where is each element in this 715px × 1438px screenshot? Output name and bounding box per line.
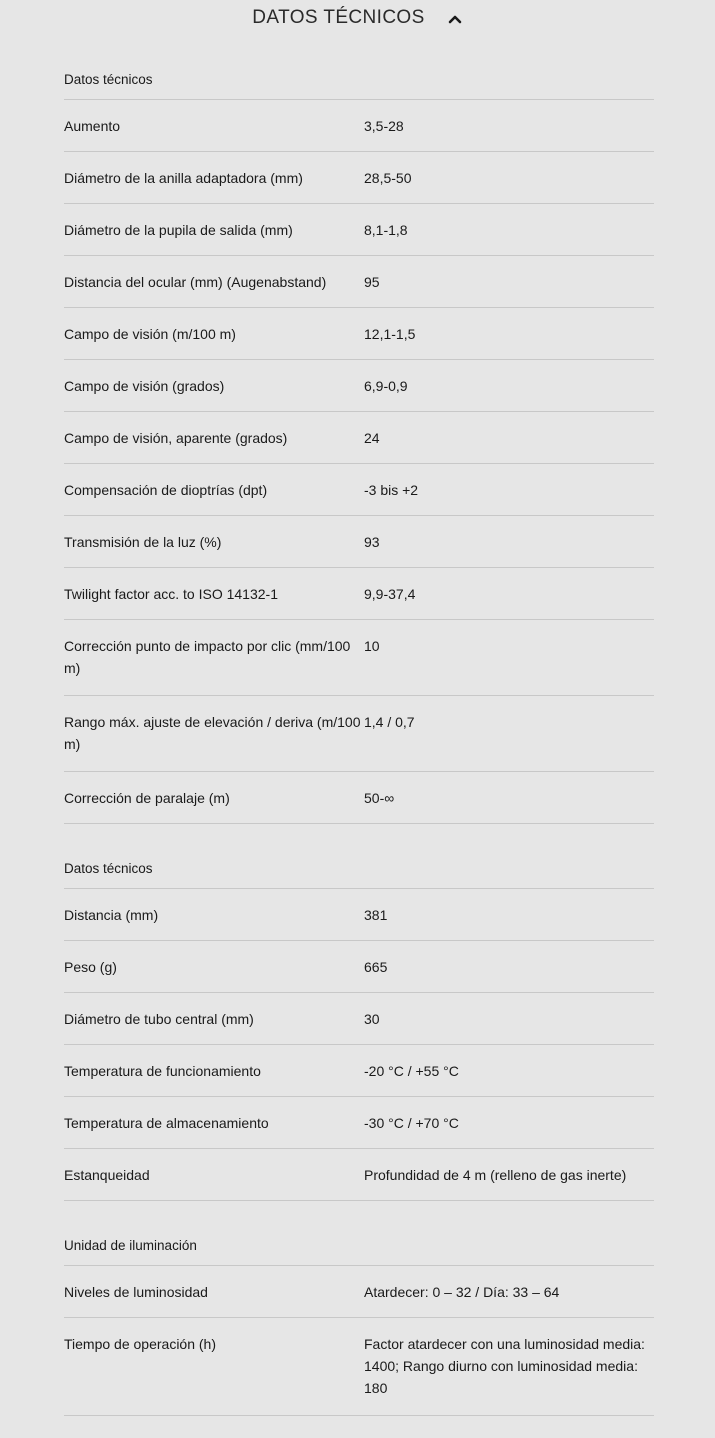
spec-value: 24 [364, 430, 380, 446]
spec-label: Corrección punto de impacto por clic (mm/100 m) [64, 638, 351, 676]
spec-value: -30 °C / +70 °C [364, 1115, 459, 1131]
section-title: Unidad de iluminación [64, 1226, 654, 1266]
section-header-title: DATOS TÉCNICOS [252, 7, 425, 28]
spec-value: Profundidad de 4 m (relleno de gas inerte) [364, 1167, 627, 1183]
specs-section-optics [64, 60, 654, 824]
spec-row [64, 696, 654, 772]
spec-label: Tiempo de operación (h) [64, 1336, 217, 1352]
spec-value: 10 [364, 638, 380, 654]
spec-value: 665 [364, 959, 388, 975]
section-spacer [64, 824, 654, 849]
spec-row [64, 772, 654, 824]
spec-row [64, 620, 654, 696]
spec-row [64, 464, 654, 516]
spec-label: Diámetro de la anilla adaptadora (mm) [64, 170, 303, 186]
spec-row [64, 1149, 654, 1201]
spec-row [64, 941, 654, 993]
spec-label: Campo de visión (grados) [64, 378, 225, 394]
spec-row [64, 889, 654, 941]
spec-label: Temperatura de almacenamiento [64, 1115, 269, 1131]
spec-value: 3,5-28 [364, 118, 404, 134]
spec-label: Compensación de dioptrías (dpt) [64, 482, 268, 498]
spec-row [64, 256, 654, 308]
spec-label: Diámetro de tubo central (mm) [64, 1011, 254, 1027]
spec-value: 93 [364, 534, 380, 550]
spec-value: 6,9-0,9 [364, 378, 408, 394]
spec-row [64, 1266, 654, 1318]
spec-label: Distancia (mm) [64, 907, 159, 923]
spec-value: Atardecer: 0 – 32 / Día: 33 – 64 [364, 1284, 560, 1300]
spec-value: 30 [364, 1011, 380, 1027]
spec-row [64, 568, 654, 620]
spec-row [64, 100, 654, 152]
datos-tecnicos-toggle[interactable] [0, 0, 715, 36]
spec-row [64, 204, 654, 256]
spec-label: Peso (g) [64, 959, 117, 975]
spec-row [64, 993, 654, 1045]
section-spacer [64, 1201, 654, 1226]
specs-section-mechanics [64, 849, 654, 1201]
spec-row [64, 308, 654, 360]
spec-label: Twilight factor acc. to ISO 14132-1 [64, 586, 278, 602]
spec-row [64, 1097, 654, 1149]
spec-label: Campo de visión, aparente (grados) [64, 430, 288, 446]
spec-value: 95 [364, 274, 380, 290]
spec-label: Corrección de paralaje (m) [64, 790, 230, 806]
spec-row [64, 412, 654, 464]
spec-label: Campo de visión (m/100 m) [64, 326, 236, 342]
spec-label: Estanqueidad [64, 1167, 150, 1183]
spec-value: Factor atardecer con una luminosidad media: 1400; Rango diurno con luminosidad media: 180 [364, 1336, 645, 1396]
spec-label: Diámetro de la pupila de salida (mm) [64, 222, 293, 238]
spec-value: 50-∞ [364, 790, 395, 806]
spec-value: 28,5-50 [364, 170, 412, 186]
spec-label: Niveles de luminosidad [64, 1284, 208, 1300]
spec-row [64, 1045, 654, 1097]
spec-value: 12,1-1,5 [364, 326, 416, 342]
spec-row [64, 360, 654, 412]
specs-content [64, 60, 654, 1416]
spec-row [64, 152, 654, 204]
spec-row [64, 1318, 654, 1416]
spec-value: -3 bis +2 [364, 482, 419, 498]
chevron-up-icon [447, 13, 463, 25]
spec-value: -20 °C / +55 °C [364, 1063, 459, 1079]
spec-value: 1,4 / 0,7 [364, 714, 415, 730]
section-title: Datos técnicos [64, 849, 654, 889]
spec-label: Distancia del ocular (mm) (Augenabstand) [64, 274, 327, 290]
spec-value: 381 [364, 907, 388, 923]
spec-label: Aumento [64, 118, 121, 134]
spec-row [64, 516, 654, 568]
spec-value: 9,9-37,4 [364, 586, 416, 602]
specs-section-illumination [64, 1226, 654, 1416]
section-title: Datos técnicos [64, 60, 654, 100]
spec-label: Temperatura de funcionamiento [64, 1063, 261, 1079]
spec-label: Rango máx. ajuste de elevación / deriva (m/100 m) [64, 714, 361, 752]
spec-label: Transmisión de la luz (%) [64, 534, 222, 550]
spec-value: 8,1-1,8 [364, 222, 408, 238]
